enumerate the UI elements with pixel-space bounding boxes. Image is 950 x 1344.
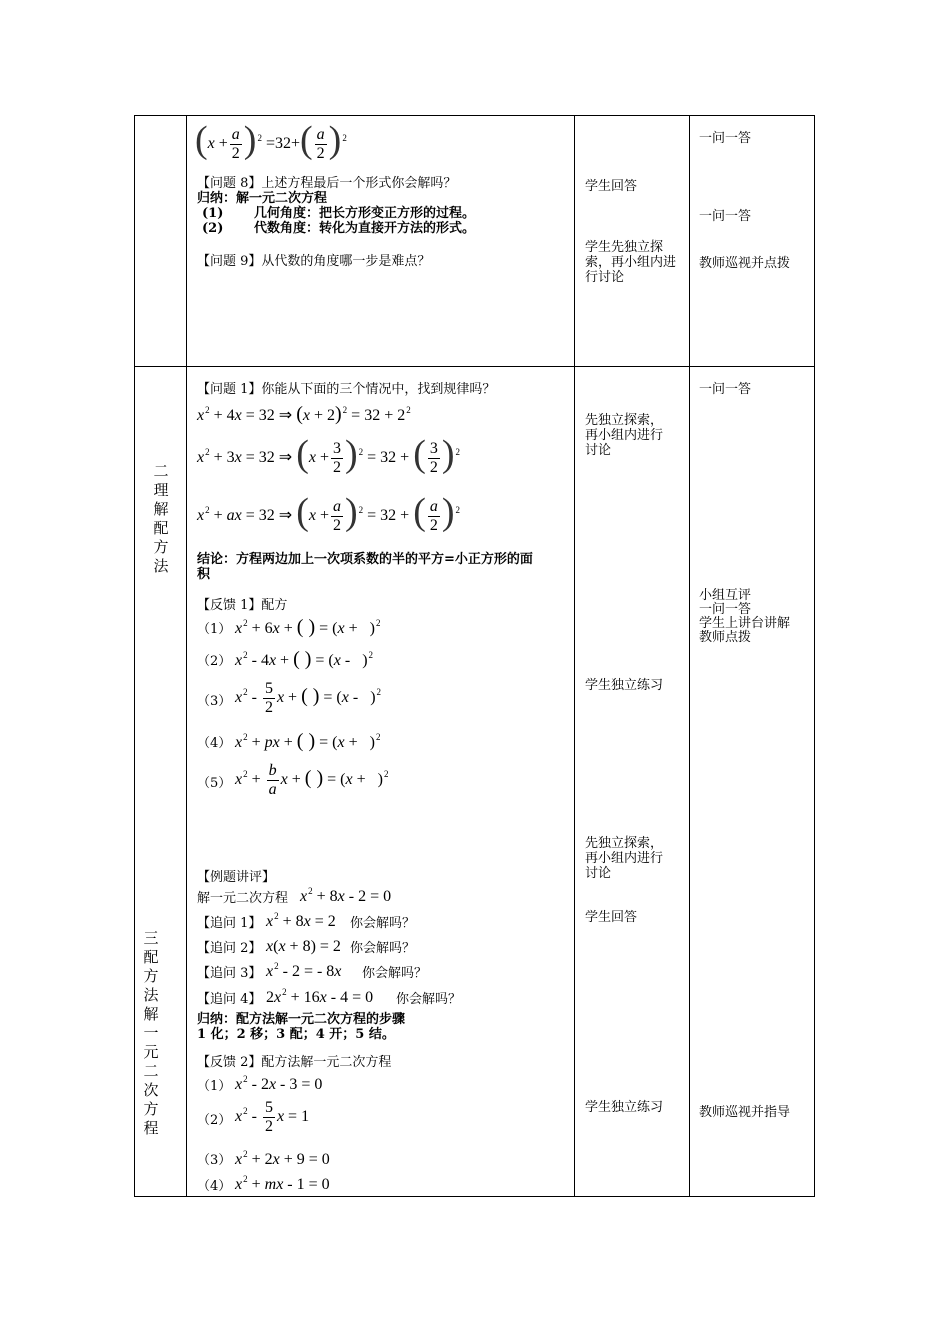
summary-title-1: 归纳：解一元二次方程 [197, 191, 328, 206]
row2-teacher-2: 小组互评 [699, 588, 752, 603]
fb2-num-1: （1） [197, 1079, 232, 1094]
row1-student-3: 索，再小组内进 [585, 255, 677, 270]
question-9: 【问题 9】从代数的角度哪一步是难点？ [197, 254, 431, 269]
fb1-num-3: （3） [197, 694, 232, 709]
fb2-eq-1: $x^2 - 2x - 3 = 0$ [235, 1074, 323, 1093]
conclusion-line-1: 结论：方程两边加上一次项系数的半的平方=小正方形的面 [197, 552, 533, 567]
table-border-left [134, 115, 135, 1197]
row2-student-3: 讨论 [585, 443, 612, 458]
follow-up-2-label: 【追问 2】 [197, 941, 262, 956]
row3-teacher-1: 教师巡视并指导 [699, 1105, 791, 1120]
follow-up-1-ask: 你会解吗？ [350, 916, 416, 931]
summary-2-text: 代数角度：转化为直接开方法的形式。 [254, 221, 476, 236]
fb1-num-2: （2） [197, 654, 232, 669]
table-border-bottom [134, 1196, 815, 1197]
row2-teacher-4: 学生上讲台讲解 [699, 616, 791, 631]
fb2-eq-3: $x^2 + 2x + 9 = 0$ [235, 1149, 330, 1168]
fb1-eq-4: $x^2$ + px + ( ) = $(x + )^2$ [235, 730, 381, 752]
pattern-eq-2: $x^2 + 3x = 32$ ⇒ (x + $\frac{3}{2}$ )$^2$ = 32 + ( $\frac{3}{2}$ )$^2$ [197, 433, 460, 476]
row3-student-1: 先独立探索， [585, 836, 664, 851]
fb2-eq-2: $x^2$ - $\frac{5}{2}$ x = 1 [235, 1099, 310, 1135]
row2-teacher-1: 一问一答 [699, 382, 752, 397]
row2-student-4: 学生独立练习 [585, 678, 664, 693]
question-8: 【问题 8】上述方程最后一个形式你会解吗？ [197, 176, 457, 191]
row1-teacher-1: 一问一答 [699, 131, 752, 146]
steps-summary: 1 化；2 移；3 配；4 开；5 结。 [197, 1027, 395, 1042]
example-title: 【例题讲评】 [197, 870, 276, 885]
fb2-num-4: （4） [197, 1179, 232, 1194]
row1-student-2: 学生先独立探 [585, 240, 664, 255]
row2-teacher-3: 一问一答 [699, 602, 752, 617]
row3-student-5: 学生独立练习 [585, 1100, 664, 1115]
fb1-eq-3: $x^2$ - $\frac{5}{2}$ x + ( ) = (x - )$^2$ [235, 680, 382, 716]
section-label-3: 三 配 方 法 解 一 元 二 次 方 程 [143, 929, 159, 1137]
row1-equation: (x + $\frac{a}{2}$ )$^2$ =32+( $\frac{a}{2}$ )$^2$ [195, 119, 347, 162]
row3-student-3: 讨论 [585, 866, 612, 881]
row1-teacher-3: 教师巡视并点拨 [699, 256, 791, 271]
row1-student-1: 学生回答 [585, 179, 638, 194]
row1-student-4: 行讨论 [585, 270, 625, 285]
pattern-eq-1: $x^2 + 4x = 32$ ⇒ $(x + 2)^2 = 32 + 2^2$ [197, 403, 411, 425]
follow-up-4-ask: 你会解吗？ [396, 992, 462, 1007]
row3-student-4: 学生回答 [585, 910, 638, 925]
fb1-num-1: （1） [197, 622, 232, 637]
feedback-2-title: 【反馈 2】配方法解一元二次方程 [197, 1055, 392, 1070]
fb2-num-3: （3） [197, 1153, 232, 1168]
follow-up-3-equation: $x^2 - 2$ = - 8x [266, 961, 342, 980]
fb2-eq-4: $x^2$ + mx - 1 = 0 [235, 1174, 330, 1193]
row2-student-1: 先独立探索， [585, 413, 664, 428]
follow-up-1-equation: $x^2 + 8x = 2$ [266, 911, 336, 930]
follow-up-2-ask: 你会解吗？ [350, 941, 416, 956]
summary-1-number: (1) [202, 206, 224, 221]
row2-student-2: 再小组内进行 [585, 428, 664, 443]
table-border-right [814, 115, 815, 1197]
row1-teacher-2: 一问一答 [699, 209, 752, 224]
follow-up-4-equation: $2x^2 + 16x - 4 = 0$ [266, 987, 374, 1006]
follow-up-1-label: 【追问 1】 [197, 916, 262, 931]
fb1-eq-2: $x^2 - 4x$ + ( ) = (x - )$^2$ [235, 648, 374, 670]
section-label-2: 二 理 解 配 方 法 [153, 462, 169, 575]
summary-1-text: 几何角度：把长方形变正方形的过程。 [254, 206, 476, 221]
steps-summary-title: 归纳：配方法解一元二次方程的步骤 [197, 1012, 406, 1027]
fb2-num-2: （2） [197, 1113, 232, 1128]
follow-up-3-ask: 你会解吗？ [362, 966, 428, 981]
fb1-num-4: （4） [197, 736, 232, 751]
question-1: 【问题 1】你能从下面的三个情况中，找到规律吗？ [197, 382, 496, 397]
fb1-eq-5: $x^2$ + $\frac{b}{a}$ x + ( ) = $(x + )^2$ [235, 762, 389, 798]
row3-student-2: 再小组内进行 [585, 851, 664, 866]
col-divider-3 [689, 115, 690, 1197]
follow-up-3-label: 【追问 3】 [197, 966, 262, 981]
fb1-eq-1: $x^2 + 6x$ + ( ) = $(x + )^2$ [235, 616, 381, 638]
pattern-eq-3: $x^2$ + ax = 32 ⇒ (x + $\frac{a}{2}$ )$^2$ = 32 + ( $\frac{a}{2}$ )$^2$ [197, 491, 460, 534]
summary-2-number: (2) [202, 221, 224, 236]
col-divider-2 [574, 115, 575, 1197]
table-border-top [134, 115, 815, 116]
row2-teacher-5: 教师点拨 [699, 630, 752, 645]
example-text: 解一元二次方程 [197, 891, 289, 906]
row-divider-1 [134, 366, 815, 367]
follow-up-4-label: 【追问 4】 [197, 992, 262, 1007]
col-divider-1 [186, 115, 187, 1197]
conclusion-line-2: 积 [197, 567, 211, 582]
follow-up-2-equation: x(x + 8) = 2 [266, 938, 341, 955]
example-equation: $x^2 + 8x - 2 = 0$ [300, 886, 392, 905]
feedback-1-title: 【反馈 1】配方 [197, 598, 288, 613]
fb1-num-5: （5） [197, 776, 232, 791]
